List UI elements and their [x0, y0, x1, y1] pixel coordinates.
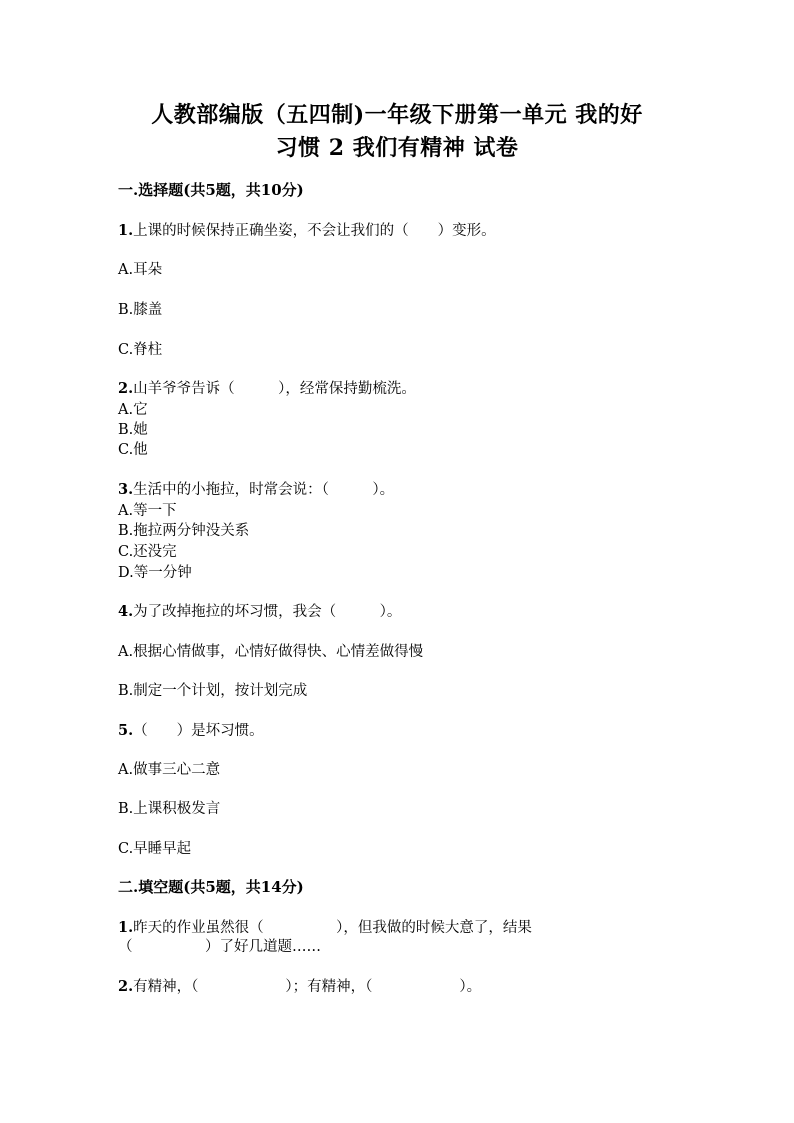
option-3c: C.还没完: [118, 544, 177, 560]
question-text: 昨天的作业虽然很（ ），但我做的时候大意了，结果: [133, 920, 532, 936]
document-title-line-2: 习惯 2 我们有精神 试卷: [275, 135, 519, 161]
option-2a: A.它: [118, 402, 148, 418]
question-text: 为了改掉拖拉的坏习惯，我会（ ）。: [133, 604, 402, 620]
question-text: （ ）是坏习惯。: [133, 723, 264, 739]
fill-question-1-continuation: （ ）了好几道题……: [118, 939, 321, 955]
question-number: 5.: [118, 722, 134, 739]
document-title-line-1: 人教部编版（五四制)一年级下册第一单元 我的好: [151, 102, 643, 128]
question-number: 1.: [118, 919, 134, 936]
option-4b: B.制定一个计划，按计划完成: [118, 683, 308, 699]
question-1: [118, 219, 496, 240]
option-1a: A.耳朵: [118, 262, 163, 278]
option-3d: D.等一分钟: [118, 565, 192, 581]
option-3b: B.拖拉两分钟没关系: [118, 523, 250, 539]
section-heading-choice: 一.选择题(共5题，共10分): [118, 181, 304, 199]
section-heading-fill-in: 二.填空题(共5题，共14分): [118, 878, 304, 896]
question-text: 生活中的小拖拉，时常会说：（ ）。: [133, 482, 395, 498]
option-2b: B.她: [118, 422, 148, 438]
option-2c: C.他: [118, 442, 148, 458]
question-text: 上课的时候保持正确坐姿，不会让我们的（ ）变形。: [133, 223, 496, 239]
question-text: 有精神，（ ）；有精神，（ ）。: [133, 979, 482, 995]
question-4: [118, 600, 401, 621]
option-4a: A.根据心情做事，心情好做得快、心情差做得慢: [118, 644, 424, 660]
question-3: [118, 478, 394, 499]
option-5b: B.上课积极发言: [118, 801, 221, 817]
option-1c: C.脊柱: [118, 342, 163, 358]
option-5a: A.做事三心二意: [118, 762, 221, 778]
question-number: 3.: [118, 481, 134, 498]
question-number: 4.: [118, 603, 134, 620]
question-5: [118, 719, 264, 740]
question-text: 山羊爷爷告诉（ ），经常保持勤梳洗。: [133, 381, 416, 397]
question-number: 2.: [118, 380, 134, 397]
option-3a: A.等一下: [118, 503, 177, 519]
question-number: 1.: [118, 222, 134, 239]
option-5c: C.早睡早起: [118, 841, 192, 857]
option-1b: B.膝盖: [118, 302, 163, 318]
question-2: [118, 377, 416, 398]
fill-question-2: [118, 975, 481, 996]
question-number: 2.: [118, 978, 134, 995]
fill-question-1: [118, 916, 532, 937]
